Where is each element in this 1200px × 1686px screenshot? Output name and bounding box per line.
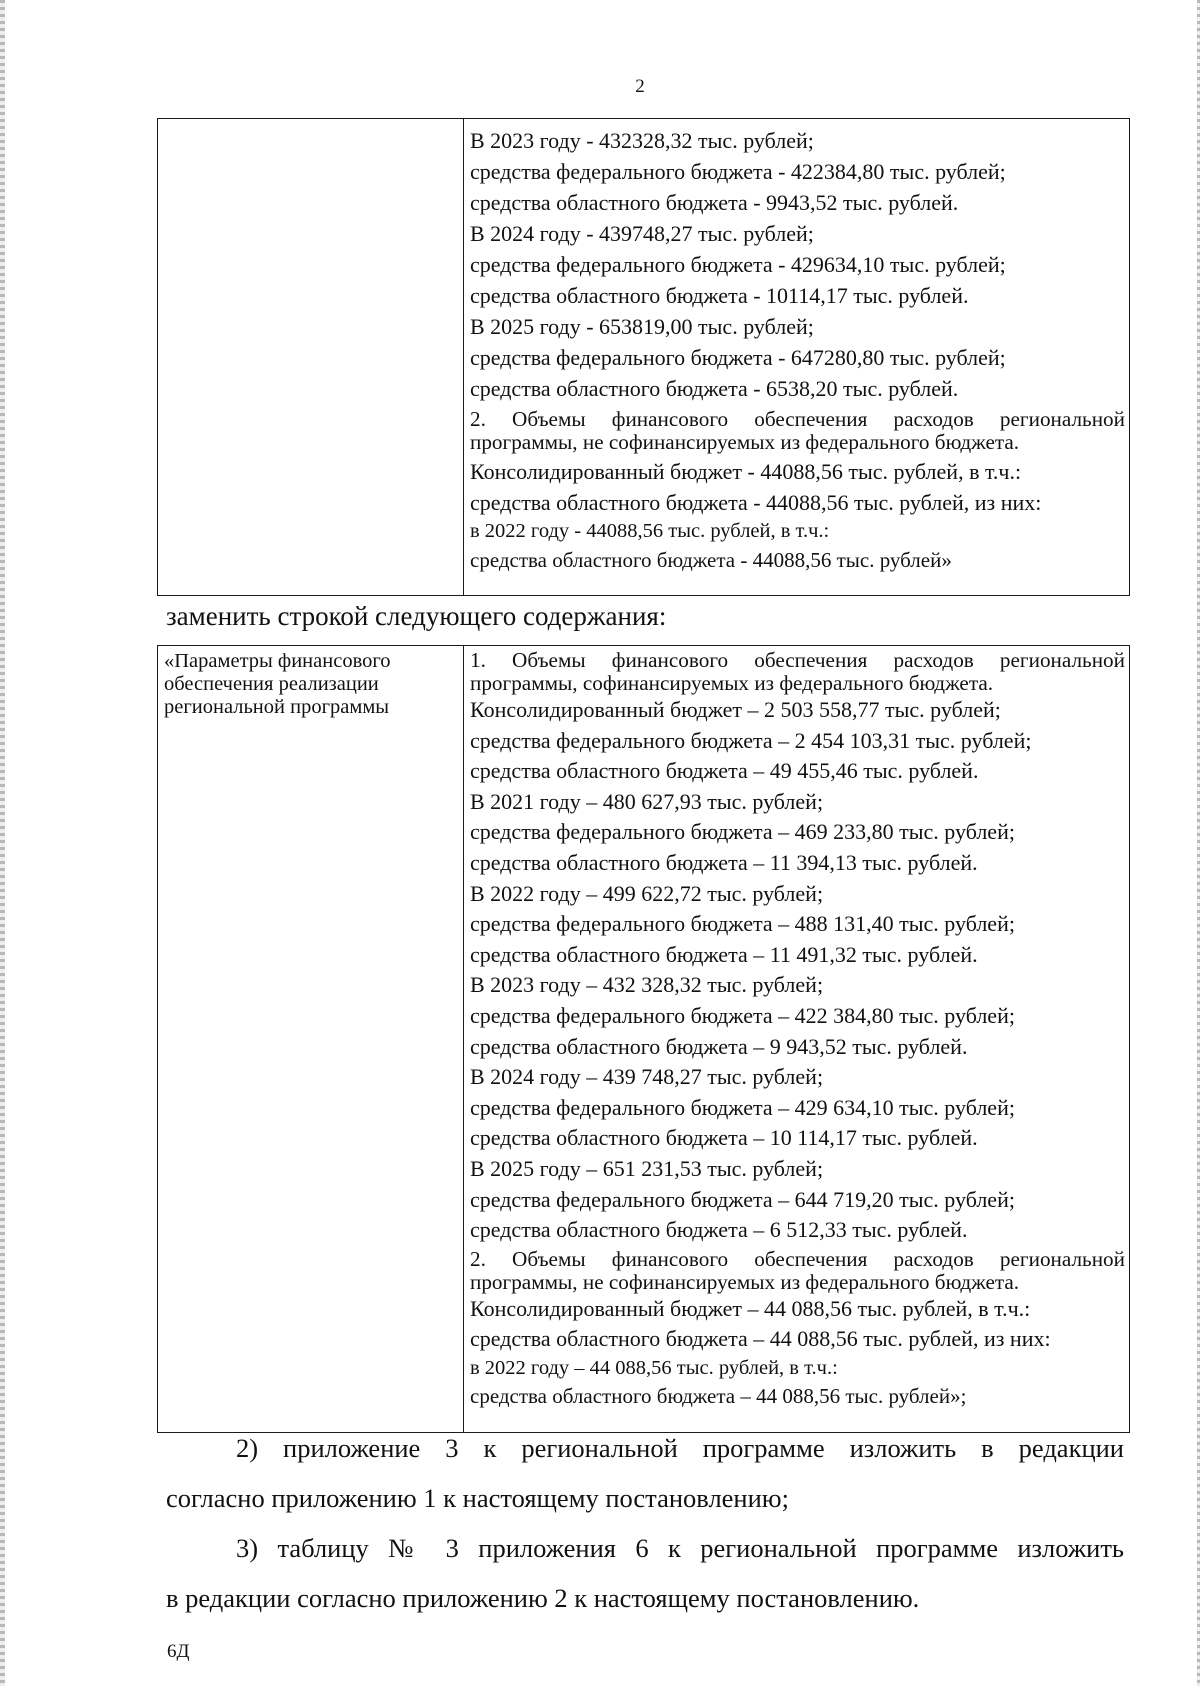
parameters-label-cell (158, 646, 464, 1433)
page-number: 2 (635, 76, 645, 97)
replacement-heading: заменить строкой следующего содержания: (166, 601, 667, 631)
table-bottom (157, 645, 1130, 1433)
parameters-label-line: региональной программы (164, 696, 390, 718)
text-line: средства областного бюджета – 9 943,52 тыс. рублей. (470, 1033, 968, 1059)
text-line: В 2024 году – 439 748,27 тыс. рублей; (470, 1064, 824, 1090)
parameters-label-line: обеспечения реализации (164, 673, 379, 695)
text-line: В 2021 году – 480 627,93 тыс. рублей; (470, 788, 824, 814)
paragraph-line: 2) приложение 3 к региональной программе изложить в редакции (236, 1433, 1124, 1463)
text-line: в 2022 году – 44 088,56 тыс. рублей, в т.ч.: (470, 1356, 838, 1379)
text-line: Консолидированный бюджет – 2 503 558,77 тыс. рублей; (470, 697, 1001, 722)
text-line: средства федерального бюджета - 647280,80 тыс. рублей; (470, 345, 1006, 370)
text-line: средства федерального бюджета – 2 454 103,31 тыс. рублей; (470, 727, 1032, 753)
section-1-line: 1. Объемы финансового обеспечения расходов региональной (470, 648, 1125, 672)
parameters-value-cell (464, 646, 1130, 1433)
text-line: средства областного бюджета - 44088,56 тыс. рублей» (470, 548, 952, 572)
section-2-line: программы, не софинансируемых из федерального бюджета. (470, 430, 1020, 454)
text-line: В 2024 году - 439748,27 тыс. рублей; (470, 221, 814, 246)
text-line: средства областного бюджета - 44088,56 тыс. рублей, из них: (470, 490, 1042, 515)
paragraph-line: 3) таблицу № 3 приложения 6 к региональной программе изложить (236, 1533, 1124, 1563)
section-1-line: программы, софинансируемых из федерального бюджета. (470, 671, 994, 695)
text-line: средства федерального бюджета – 429 634,10 тыс. рублей; (470, 1094, 1015, 1120)
text-line: средства областного бюджета - 10114,17 тыс. рублей. (470, 283, 969, 308)
text-line: В 2025 году - 653819,00 тыс. рублей; (470, 314, 814, 339)
text-line: в 2022 году - 44088,56 тыс. рублей, в т.ч.: (470, 520, 830, 542)
paragraph-item-3 (166, 1523, 1124, 1623)
text-line: средства областного бюджета – 11 394,13 тыс. рублей. (470, 849, 978, 875)
paragraph-item-2 (166, 1423, 1124, 1523)
table-top-right-cell (464, 119, 1130, 596)
text-line: средства федерального бюджета – 422 384,80 тыс. рублей; (470, 1002, 1015, 1028)
text-line: средства областного бюджета – 11 491,32 тыс. рублей. (470, 941, 978, 967)
text-line: средства федерального бюджета - 422384,80 тыс. рублей; (470, 159, 1006, 184)
text-line: В 2022 году – 499 622,72 тыс. рублей; (470, 880, 824, 906)
table-top-left-cell (158, 119, 464, 596)
text-line: Консолидированный бюджет – 44 088,56 тыс. рублей, в т.ч.: (470, 1295, 1031, 1321)
text-line: средства областного бюджета - 9943,52 тыс. рублей. (470, 190, 959, 215)
text-line: средства областного бюджета – 10 114,17 тыс. рублей. (470, 1125, 978, 1151)
section-2-line: 2. Объемы финансового обеспечения расходов региональной (470, 1246, 1125, 1271)
footer-code: 6Д (167, 1641, 190, 1662)
text-line: средства федерального бюджета – 644 719,20 тыс. рублей; (470, 1186, 1015, 1212)
paragraph-line: согласно приложению 1 к настоящему постановлению; (166, 1483, 789, 1513)
text-line: В 2023 году – 432 328,32 тыс. рублей; (470, 972, 824, 998)
text-line: средства федерального бюджета – 488 131,40 тыс. рублей; (470, 911, 1015, 937)
text-line: В 2025 году – 651 231,53 тыс. рублей; (470, 1155, 824, 1181)
text-line: средства областного бюджета - 6538,20 тыс. рублей. (470, 376, 959, 401)
text-line: средства областного бюджета – 44 088,56 тыс. рублей»; (470, 1383, 967, 1408)
section-2-line: программы, не софинансируемых из федерального бюджета. (470, 1269, 1020, 1294)
text-line: средства федерального бюджета - 429634,10 тыс. рублей; (470, 252, 1006, 277)
text-line: В 2023 году - 432328,32 тыс. рублей; (470, 128, 814, 153)
section-2-line: 2. Объемы финансового обеспечения расходов региональной (470, 407, 1125, 431)
scan-edge-left (0, 0, 5, 1686)
text-line: средства областного бюджета – 6 512,33 тыс. рублей. (470, 1217, 968, 1243)
text-line: средства федерального бюджета – 469 233,80 тыс. рублей; (470, 819, 1015, 845)
table-top (157, 118, 1130, 596)
text-line: средства областного бюджета – 44 088,56 тыс. рублей, из них: (470, 1326, 1051, 1352)
text-line: средства областного бюджета – 49 455,46 тыс. рублей. (470, 758, 979, 784)
text-line: Консолидированный бюджет - 44088,56 тыс. рублей, в т.ч.: (470, 459, 1022, 484)
table-row (158, 646, 1130, 1433)
parameters-label-line: «Параметры финансового (164, 650, 391, 672)
paragraph-line: в редакции согласно приложению 2 к настоящему постановлению. (166, 1583, 920, 1613)
table-row (158, 119, 1130, 596)
